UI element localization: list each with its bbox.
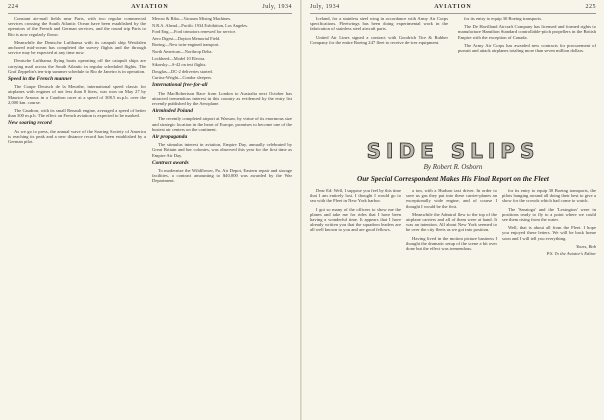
article-paragraph: To modernize the Wildflower, Pa. Air Depot, Eastern repair and storage facilities, a contract amounting to $40,000 was awarded by the War Department. — [152, 167, 292, 184]
list-item: N.R.A. Ahead—Pacific 1934 Exhibition, Los Angeles. — [152, 22, 249, 28]
feature-column-3 — [502, 188, 596, 416]
section-heading: International free-for-all — [152, 82, 208, 89]
feature-paragraph: a ton, with a Hudson taxi driver. In order to save us gas they put into these carrier-planes an exceptionally wide engine, and of course I thought I would be the first. — [406, 188, 497, 209]
left-publication-title: AVIATION — [131, 4, 169, 10]
feature-paragraph: Dear Ed: Well, I suppose you feel by this time that I am entirely lost. I thought I would go to sea with the Fleet in New York harbor. — [310, 188, 401, 204]
article-paragraph: The stimulus interest in aviation, Empire Day, annually celebrated by Great Britain and her colonies, was observed this year for the first time as Empire Air Day. — [152, 142, 292, 158]
feature-deck: Our Special Correspondent Makes His Final Report on the Fleet — [357, 175, 549, 183]
article-paragraph: Constant air-mail fields near Paris, with two regular commercial services crossing the South Atlantic Ocean have been established by the operators of the French and German services, and the round trip Paris to Rio is now regularly flown. — [8, 16, 146, 37]
list-item: Lockheed—Model 10 Electra. — [152, 55, 206, 61]
right-column-1 — [310, 16, 448, 136]
article-paragraph: Meanwhile the Deutsche Lufthansa with its catapult ship Westfalen anchored mid-ocean has completed the survey flights and the through service may be expected at any time now. — [8, 39, 146, 56]
feature-paragraph: I got so many of the officers to show me the planes and take me for rides that I have been having a wonderful time. It appears that I have already written you that the squadron leaders are all well known to you and are good fellows. — [310, 206, 401, 233]
left-running-head — [8, 4, 292, 14]
right-column-2 — [458, 16, 596, 136]
list-item: Aero Digest—Dayton Memorial Field. — [152, 35, 221, 41]
left-page-number: 224 — [8, 4, 19, 10]
article-paragraph: The recently completed airport at Warsaw, by virtue of its enormous size and strategic location in the heart of Europe, promises to become one of the busiest air centers on the continent. — [152, 116, 292, 132]
feature-byline: By Robert R. Osborn — [423, 163, 483, 171]
left-column-2 — [152, 16, 292, 416]
list-item: Mercur & Bibo—Vacuum Mixing Machines. — [152, 16, 232, 21]
right-page-number: 225 — [585, 4, 596, 10]
section-heading: Contract awards — [152, 159, 189, 166]
article-paragraph: As we go to press, the annual wave of the Soaring Society of America is reaching its peak and a new distance record has been established by a German pilot. — [8, 128, 146, 145]
feature-paragraph: The 'Saratoga' and the 'Lexington' were in positions ready to fly to a point where we could see them rising from the water. — [502, 206, 596, 223]
right-publication-title: AVIATION — [434, 4, 472, 10]
feature-paragraph: Having lived in the motion picture business I thought the dramatic setup of the scene a bit over done but the effect was tremendous. — [406, 235, 497, 252]
right-issue-date: July, 1934 — [310, 4, 340, 10]
section-heading: New soaring record — [8, 120, 52, 127]
section-heading: Airminded Poland — [152, 108, 193, 115]
article-paragraph: Iceland, for a stainless steel wing in accordance with Army Air Corps specifications. Fleetwings has been doing experimental work in the fabrication of stainless steel aircraft parts. — [310, 16, 448, 32]
article-paragraph: The Army Air Corps has awarded new contracts for procurement of pursuit and attack airplanes totaling more than seven million dollars. — [458, 42, 596, 54]
list-item: Douglas—DC-2 deliveries started. — [152, 68, 213, 74]
feature-paragraph: Meanwhile the Admiral flew to the top of the airplane carriers and all of them were at hand. It was an intention. All about New York seemed to be over the city fleets as we got into position. — [406, 211, 497, 233]
article-paragraph: Deutsche Lufthansa flying boats operating off the catapult ships are carrying mail across the South Atlantic in regular scheduled flights. The Graf Zeppelin's ten-trip summer schedule to Rio de Janeiro is in operation. — [8, 58, 146, 74]
feature-paragraph: for its entry to equip 30 Boeing transports, the pilots hanging around all doing their best to give a show for the crowds which had come to watch. — [502, 188, 596, 204]
article-paragraph: The MacRobertson Race from London to Australia next October has attracted tremendous interest in this country as evidenced by the entry list recently published by the Aeroplane. — [152, 90, 292, 106]
article-paragraph: for its entry to equip 30 Boeing transports. — [464, 16, 543, 21]
feature-column-2 — [406, 188, 497, 416]
article-paragraph: The De Havilland Aircraft Company has licensed and formed rights to manufacture Hamilton Standard controllable-pitch propellers in the British Empire with the exception of Canada. — [458, 24, 596, 40]
side-slips-feature — [310, 138, 596, 416]
feature-column-1 — [310, 188, 401, 416]
left-page — [0, 0, 301, 420]
right-page — [302, 0, 604, 420]
article-paragraph: The Caudron, with its small Renault engine, averaged a speed of better than 300 m.p.h. The effect on French aviation is expected to be marked. — [8, 108, 146, 119]
list-item: Boeing—New twin-engined transport. — [152, 42, 220, 48]
feature-postscript: P.S. To the Aviator's Editor — [546, 251, 596, 257]
list-item: Ford Eng.—Ford trimotors renewed for service. — [152, 29, 237, 35]
list-item: North American—Northrop Delta. — [152, 48, 213, 54]
feature-signoff: Yours, Bob — [576, 243, 596, 249]
section-heading: Speed in the French manner — [8, 76, 72, 83]
list-item: Sikorsky—S-42 on test flights. — [152, 62, 207, 68]
list-item: Curtiss-Wright—Condor sleepers. — [152, 75, 213, 81]
article-paragraph: United Air Lines signed a contract with Goodrich Tire & Rubber Company for the entire Boeing 247 fleet to receive de-icer equipment. — [310, 34, 448, 45]
feature-title: SIDE SLIPS — [366, 139, 540, 163]
left-column-1 — [8, 16, 146, 416]
left-issue-date: July, 1934 — [262, 4, 292, 10]
section-heading: Air propaganda — [152, 133, 188, 140]
feature-paragraph: Well, that is about all from the Fleet. I hope you enjoyed these letters. We will be back home soon and I will tell you everything. — [502, 225, 596, 241]
right-running-head — [310, 4, 596, 14]
article-paragraph: The Coupe Deutsch de la Meurthe, international speed classic for airplanes with engines of not less than 8 liters, was won on May 27 by Maurice Arnoux in a Caudron racer at a speed of 308.5 m.p.h. over the 2,000 km. course. — [8, 84, 146, 105]
